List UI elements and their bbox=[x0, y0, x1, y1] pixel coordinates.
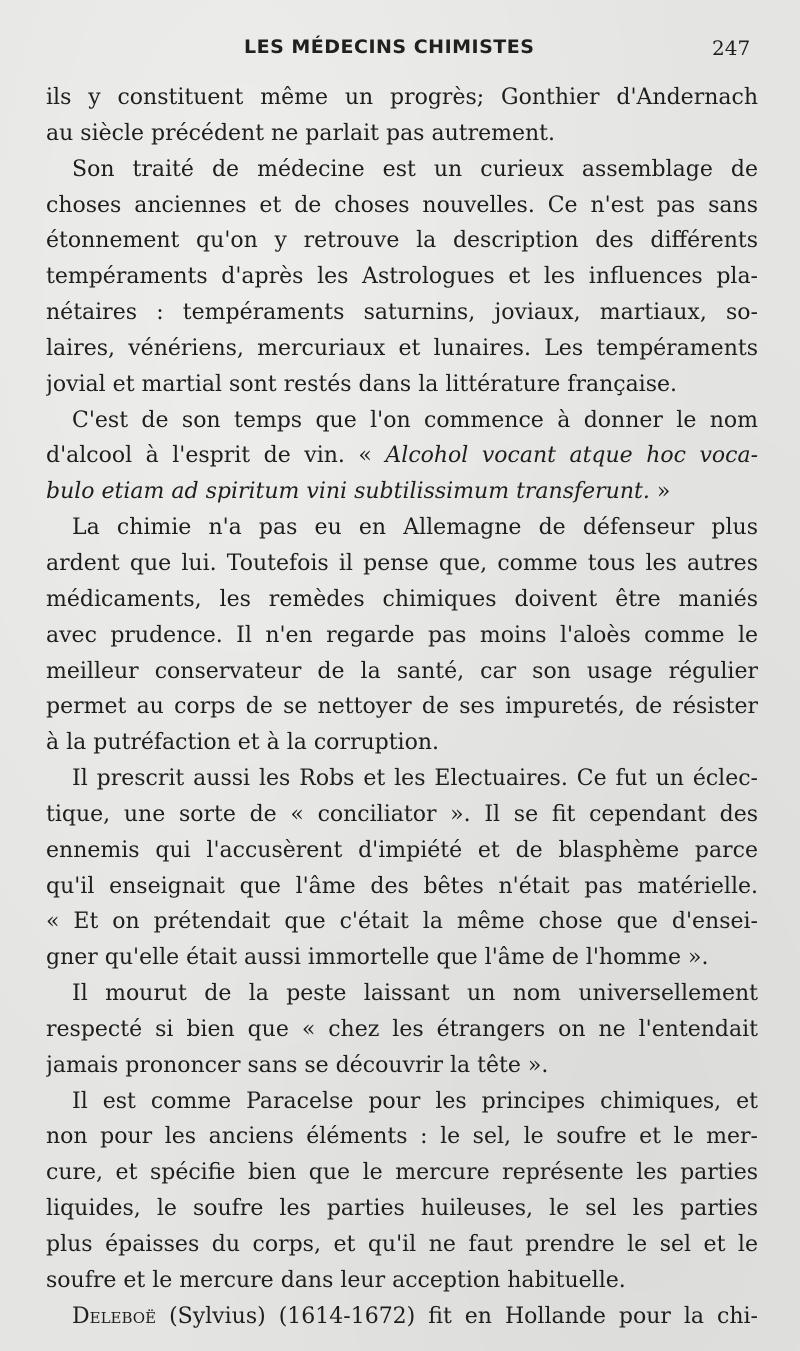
text-line bbox=[46, 1048, 758, 1084]
text-segment: La chimie n'a pas eu en Allemagne de défenseur plus bbox=[72, 515, 758, 541]
author-name: Deleboë bbox=[72, 1303, 157, 1329]
text-line bbox=[46, 869, 758, 905]
text-segment: ennemis qui l'accusèrent d'impiété et de blasphème parce bbox=[46, 837, 758, 863]
text-segment: C'est de son temps que l'on commence à donner le nom bbox=[72, 407, 758, 433]
text-segment: Il mourut de la peste laissant un nom universellement bbox=[72, 981, 758, 1007]
text-line bbox=[46, 80, 758, 116]
text-segment: soufre et le mercure dans leur acception habituelle. bbox=[46, 1267, 626, 1293]
text-line bbox=[46, 976, 758, 1012]
latin-quote: bulo etiam ad spiritum vini subtilissimum transferunt. bbox=[46, 479, 650, 505]
text-line bbox=[46, 1119, 758, 1155]
text-line bbox=[46, 1191, 758, 1227]
body-text bbox=[46, 80, 758, 1335]
text-line bbox=[46, 331, 758, 367]
text-line bbox=[46, 1227, 758, 1263]
text-segment: gner qu'elle était aussi immortelle que l'âme de l'homme ». bbox=[46, 945, 709, 971]
text-segment: plus épaisses du corps, et qu'il ne faut prendre le sel et le bbox=[46, 1232, 758, 1257]
text-segment: respecté si bien que « chez les étrangers on ne l'entendait bbox=[46, 1016, 758, 1042]
text-segment: » bbox=[649, 479, 671, 505]
text-segment: tique, une sorte de « conciliator ». Il se fit cependant des bbox=[46, 801, 758, 827]
text-segment: Son traité de médecine est un curieux assemblage de bbox=[72, 156, 758, 182]
text-segment: à la putréfaction et à la corruption. bbox=[46, 730, 439, 756]
text-line bbox=[46, 654, 758, 690]
text-line bbox=[46, 904, 758, 940]
text-segment: laires, vénériens, mercuriaux et lunaires. Les tempéraments bbox=[46, 335, 758, 361]
text-line bbox=[46, 474, 758, 510]
text-line bbox=[46, 403, 758, 439]
text-line bbox=[46, 116, 758, 152]
text-line bbox=[46, 367, 758, 403]
text-segment: cure, et spécifie bien que le mercure représente les parties bbox=[46, 1160, 758, 1186]
text-line bbox=[46, 223, 758, 259]
text-segment: choses anciennes et de choses nouvelles. Ce n'est pas sans bbox=[46, 192, 758, 218]
text-segment: Il prescrit aussi les Robs et les Electuaires. Ce fut un éclec- bbox=[72, 766, 758, 792]
text-line bbox=[46, 1012, 758, 1048]
text-segment: ils y constituent même un progrès; Gonthier d'Andernach bbox=[46, 85, 758, 110]
text-line bbox=[46, 1084, 758, 1120]
text-line bbox=[46, 940, 758, 976]
text-line bbox=[46, 188, 758, 224]
text-line bbox=[46, 761, 758, 797]
page-number: 247 bbox=[712, 36, 751, 60]
text-segment: liquides, le soufre les parties huileuses, le sel les parties bbox=[46, 1196, 758, 1222]
running-title: LES MÉDECINS CHIMISTES bbox=[244, 36, 535, 58]
text-line bbox=[46, 546, 758, 582]
text-line bbox=[46, 833, 758, 869]
text-segment: jamais prononcer sans se découvrir la tête ». bbox=[46, 1052, 549, 1078]
text-line bbox=[46, 438, 758, 474]
text-line bbox=[46, 797, 758, 833]
text-segment: étonnement qu'on y retrouve la description des différents bbox=[46, 228, 758, 254]
text-segment: meilleur conservateur de la santé, car son usage régulier bbox=[46, 658, 758, 684]
text-segment: au siècle précédent ne parlait pas autrement. bbox=[46, 120, 556, 146]
text-line bbox=[46, 725, 758, 761]
text-segment: tempéraments d'après les Astrologues et les influences pla- bbox=[46, 264, 758, 290]
text-line bbox=[46, 259, 758, 295]
running-head bbox=[0, 36, 800, 60]
text-line bbox=[46, 295, 758, 331]
text-line bbox=[46, 510, 758, 546]
text-segment: nétaires : tempéraments saturnins, joviaux, martiaux, so- bbox=[46, 300, 758, 326]
text-segment: jovial et martial sont restés dans la littérature française. bbox=[46, 371, 678, 397]
text-line bbox=[46, 582, 758, 618]
text-segment: ardent que lui. Toutefois il pense que, comme tous les autres bbox=[46, 550, 758, 576]
text-line bbox=[46, 152, 758, 188]
text-segment: « Et on prétendait que c'était la même chose que d'ensei- bbox=[46, 909, 758, 935]
text-segment: avec prudence. Il n'en regarde pas moins l'aloès comme le bbox=[46, 622, 758, 648]
text-line bbox=[46, 1263, 758, 1299]
text-line bbox=[46, 618, 758, 654]
text-segment: médicaments, les remèdes chimiques doivent être maniés bbox=[46, 586, 758, 612]
latin-quote: Alcohol vocant atque hoc voca- bbox=[385, 443, 758, 469]
text-line bbox=[46, 689, 758, 725]
text-segment: d'alcool à l'esprit de vin. « bbox=[46, 443, 386, 469]
text-segment: qu'il enseignait que l'âme des bêtes n'était pas matérielle. bbox=[46, 873, 758, 899]
text-segment: non pour les anciens éléments : le sel, le soufre et le mer- bbox=[46, 1124, 758, 1150]
text-line bbox=[46, 1155, 758, 1191]
text-line bbox=[46, 1299, 758, 1335]
text-segment: permet au corps de se nettoyer de ses impuretés, de résister bbox=[46, 694, 758, 720]
text-segment: (Sylvius) (1614-1672) fit en Hollande pour la chi- bbox=[156, 1303, 758, 1329]
text-segment: Il est comme Paracelse pour les principes chimiques, et bbox=[72, 1088, 758, 1114]
